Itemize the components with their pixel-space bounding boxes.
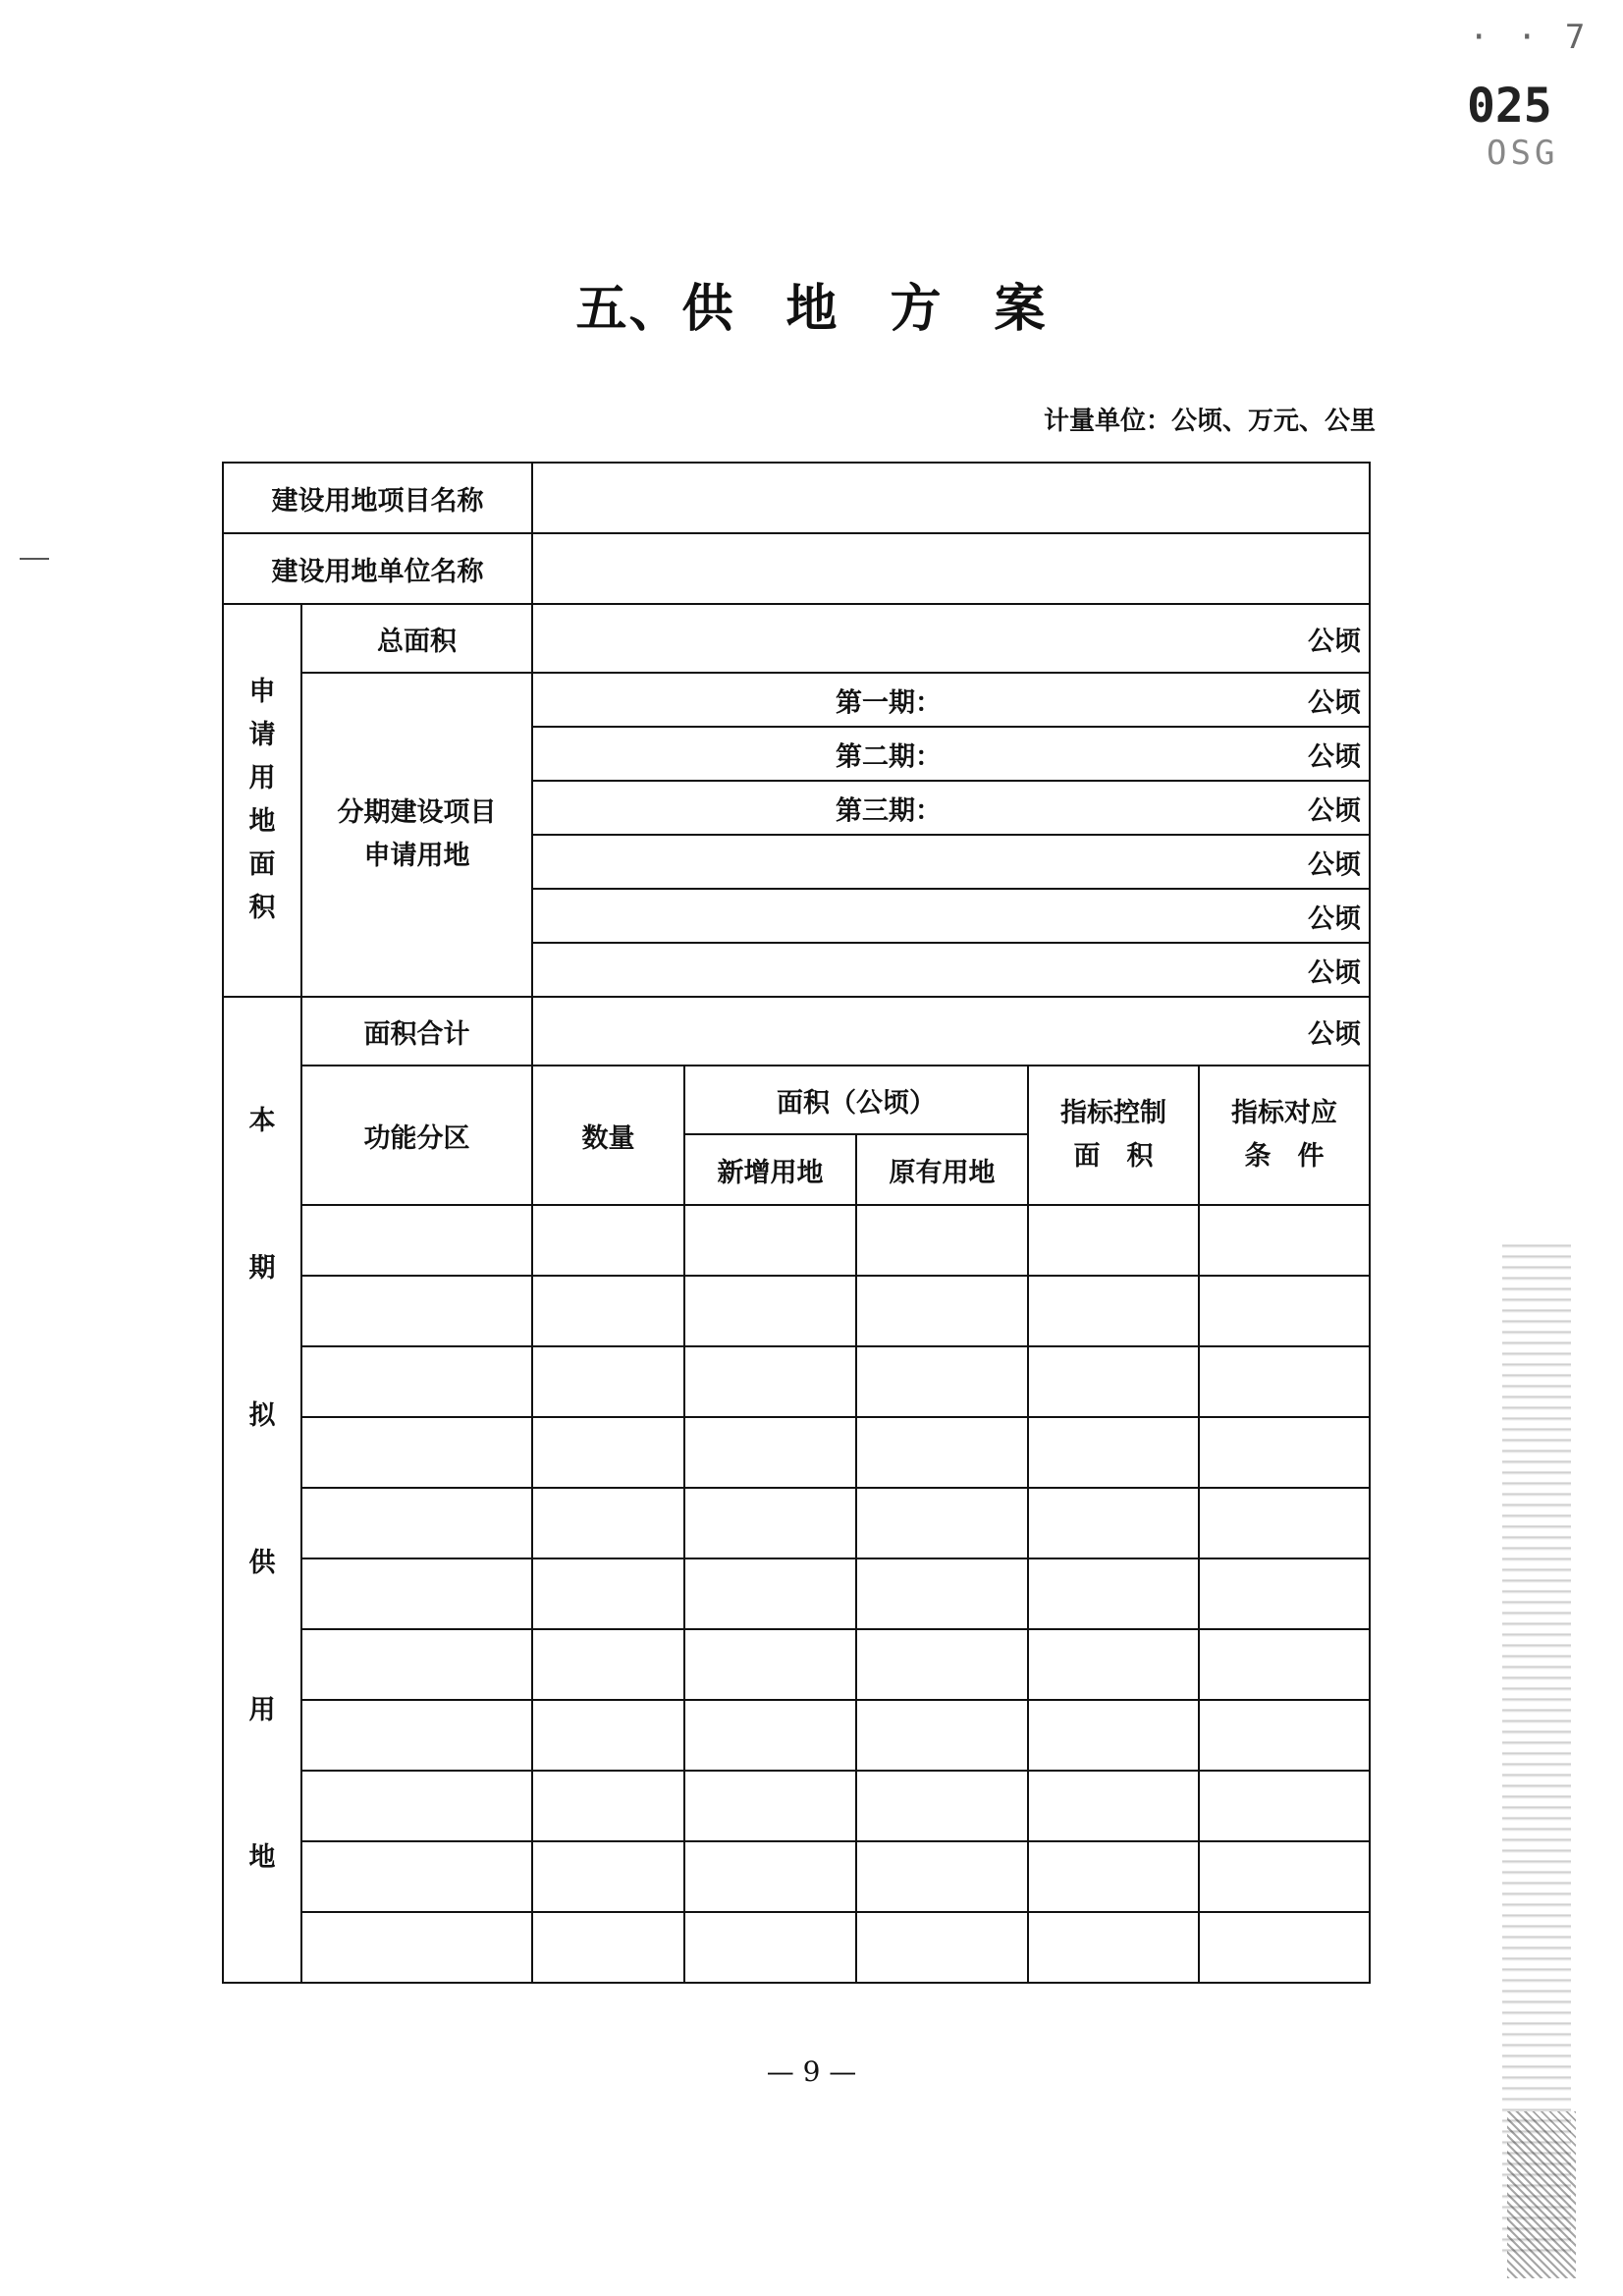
page-number: — 9 — (766, 2055, 857, 2088)
table-cell[interactable] (856, 1629, 1028, 1700)
table-cell[interactable] (1028, 1558, 1199, 1629)
phase-row-3[interactable] (532, 781, 1370, 835)
page-title (0, 267, 1623, 341)
unit-label: 公顷 (1308, 626, 1362, 657)
table-cell[interactable] (856, 1276, 1028, 1346)
phase-label-2: 第二期： (836, 741, 942, 772)
table-cell[interactable] (532, 1417, 684, 1488)
phase-row-6[interactable] (532, 943, 1370, 997)
table-cell[interactable] (1028, 1700, 1199, 1771)
group-char: 供 (248, 1548, 276, 1578)
table-cell[interactable] (684, 1629, 856, 1700)
area-sum-field[interactable] (532, 997, 1370, 1066)
group-char: 积 (248, 893, 276, 923)
table-cell[interactable] (684, 1841, 856, 1912)
table-cell[interactable] (532, 1629, 684, 1700)
scan-edge-noise-bottom (1507, 2111, 1576, 2278)
table-cell[interactable] (301, 1205, 532, 1276)
table-cell[interactable] (684, 1488, 856, 1558)
unit-label: 公顷 (1308, 687, 1362, 718)
table-cell[interactable] (856, 1488, 1028, 1558)
table-cell[interactable] (1028, 1346, 1199, 1417)
condition-header (1199, 1066, 1370, 1205)
unit-note: 计量单位：公顷、万元、公里 (1043, 407, 1376, 436)
group-char: 地 (248, 1842, 276, 1873)
table-cell[interactable] (301, 1841, 532, 1912)
table-cell[interactable] (684, 1417, 856, 1488)
scan-mark (20, 558, 49, 560)
table-cell[interactable] (1199, 1700, 1370, 1771)
unit-label: 公顷 (1308, 903, 1362, 934)
unit-label: 公顷 (1308, 957, 1362, 988)
group-char: 面 (248, 849, 276, 880)
area-sum-label: 面积合计 (301, 997, 532, 1066)
table-cell[interactable] (532, 1558, 684, 1629)
unit-label: 公顷 (1308, 795, 1362, 826)
table-cell[interactable] (856, 1841, 1028, 1912)
table-cell[interactable] (1199, 1276, 1370, 1346)
table-cell[interactable] (684, 1205, 856, 1276)
land-supply-form (222, 462, 1371, 1984)
archive-stamp-top: · · 7 (1469, 18, 1590, 57)
table-cell[interactable] (1199, 1912, 1370, 1983)
project-name-label: 建设用地项目名称 (223, 463, 532, 533)
table-cell[interactable] (532, 1205, 684, 1276)
table-cell[interactable] (532, 1346, 684, 1417)
title-part-2: 地 (785, 279, 839, 339)
table-cell[interactable] (1028, 1205, 1199, 1276)
table-cell[interactable] (1199, 1488, 1370, 1558)
group-char: 用 (248, 1695, 276, 1725)
table-cell[interactable] (1199, 1346, 1370, 1417)
phased-label (301, 673, 532, 997)
table-cell[interactable] (1199, 1771, 1370, 1841)
table-cell[interactable] (856, 1205, 1028, 1276)
phase-label-1: 第一期： (836, 687, 942, 718)
table-cell[interactable] (1199, 1841, 1370, 1912)
table-cell[interactable] (1199, 1417, 1370, 1488)
unit-name-label: 建设用地单位名称 (223, 533, 532, 604)
table-cell[interactable] (856, 1417, 1028, 1488)
table-cell[interactable] (532, 1841, 684, 1912)
unit-label: 公顷 (1308, 849, 1362, 880)
phase-row-1[interactable] (532, 673, 1370, 727)
control-area-header-top: 指标控制 (1060, 1098, 1166, 1128)
unit-label: 公顷 (1308, 741, 1362, 772)
condition-header-top: 指标对应 (1231, 1098, 1338, 1128)
table-cell[interactable] (301, 1276, 532, 1346)
table-cell[interactable] (301, 1346, 532, 1417)
table-cell[interactable] (1028, 1912, 1199, 1983)
table-cell[interactable] (1028, 1417, 1199, 1488)
apply-area-group-label (223, 604, 301, 997)
group-char: 期 (248, 1253, 276, 1284)
table-cell[interactable] (532, 1700, 684, 1771)
title-part-1: 五、供 (575, 279, 735, 339)
table-cell[interactable] (532, 1276, 684, 1346)
table-cell[interactable] (684, 1558, 856, 1629)
table-cell[interactable] (684, 1912, 856, 1983)
archive-stamp-sub: OSG (1487, 134, 1559, 173)
table-cell[interactable] (301, 1912, 532, 1983)
total-area-field[interactable] (532, 604, 1370, 673)
table-cell[interactable] (301, 1771, 532, 1841)
control-area-header (1028, 1066, 1199, 1205)
unit-label: 公顷 (1308, 1018, 1362, 1050)
group-char: 请 (248, 720, 276, 750)
table-cell[interactable] (532, 1912, 684, 1983)
table-cell[interactable] (1028, 1771, 1199, 1841)
table-cell[interactable] (684, 1771, 856, 1841)
unit-name-field[interactable] (532, 533, 1370, 604)
table-cell[interactable] (1199, 1629, 1370, 1700)
quantity-header: 数量 (532, 1066, 684, 1205)
table-cell[interactable] (301, 1488, 532, 1558)
total-area-label: 总面积 (301, 604, 532, 673)
table-cell[interactable] (301, 1417, 532, 1488)
table-cell[interactable] (856, 1912, 1028, 1983)
group-char: 地 (248, 806, 276, 837)
table-cell[interactable] (532, 1488, 684, 1558)
control-area-header-bottom: 面 积 (1073, 1141, 1154, 1172)
table-cell[interactable] (684, 1700, 856, 1771)
group-char: 申 (248, 677, 276, 707)
scan-edge-noise (1502, 1237, 1571, 2259)
area-header: 面积（公顷） (684, 1066, 1028, 1134)
group-char: 拟 (248, 1400, 276, 1431)
table-cell[interactable] (684, 1346, 856, 1417)
table-cell[interactable] (301, 1558, 532, 1629)
group-char: 本 (248, 1106, 276, 1136)
table-cell[interactable] (1199, 1558, 1370, 1629)
title-part-4: 案 (994, 279, 1048, 339)
table-cell[interactable] (301, 1629, 532, 1700)
condition-header-bottom: 条 件 (1244, 1141, 1325, 1172)
table-cell[interactable] (301, 1700, 532, 1771)
table-cell[interactable] (856, 1700, 1028, 1771)
phase-row-5[interactable] (532, 889, 1370, 943)
table-cell[interactable] (1028, 1488, 1199, 1558)
phased-label-text: 分期建设项目申请用地 (337, 797, 497, 871)
table-cell[interactable] (1199, 1205, 1370, 1276)
table-cell[interactable] (856, 1558, 1028, 1629)
zone-header: 功能分区 (301, 1066, 532, 1205)
table-cell[interactable] (1028, 1841, 1199, 1912)
table-cell[interactable] (1028, 1629, 1199, 1700)
table-cell[interactable] (532, 1771, 684, 1841)
new-land-header: 新增用地 (684, 1134, 856, 1205)
table-cell[interactable] (1028, 1276, 1199, 1346)
project-name-field[interactable] (532, 463, 1370, 533)
current-supply-group-label (223, 997, 301, 1983)
existing-land-header: 原有用地 (856, 1134, 1028, 1205)
title-part-3: 方 (890, 279, 944, 339)
table-cell[interactable] (684, 1276, 856, 1346)
table-cell[interactable] (856, 1771, 1028, 1841)
table-cell[interactable] (856, 1346, 1028, 1417)
phase-row-4[interactable] (532, 835, 1370, 889)
phase-label-3: 第三期： (836, 795, 942, 826)
group-char: 用 (248, 763, 276, 793)
phase-row-2[interactable] (532, 727, 1370, 781)
archive-stamp-number: 025 (1467, 79, 1552, 134)
